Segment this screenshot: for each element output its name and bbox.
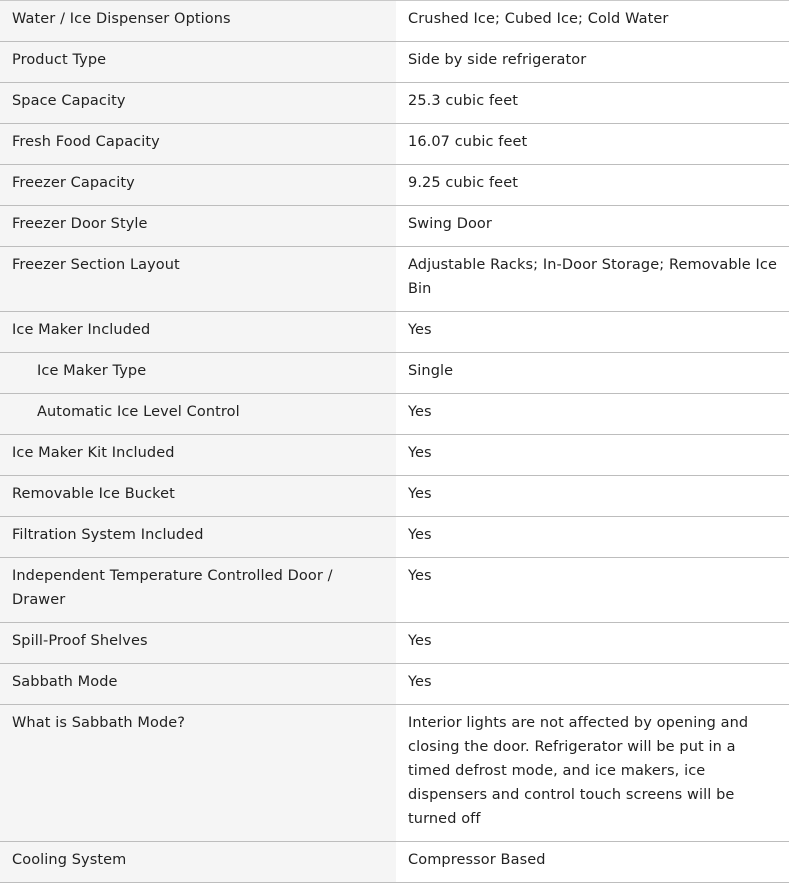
spec-label: Cooling System: [0, 842, 396, 883]
table-row: [0, 124, 789, 165]
spec-value: Yes: [396, 394, 789, 435]
spec-label: Filtration System Included: [0, 517, 396, 558]
spec-value: Interior lights are not affected by opening and closing the door. Refrigerator will be put in a timed defrost mode, and ice makers, ice dispensers and control touch screens will be turned off: [396, 705, 789, 842]
spec-value: 25.3 cubic feet: [396, 83, 789, 124]
spec-label: Ice Maker Kit Included: [0, 435, 396, 476]
table-row: [0, 558, 789, 623]
spec-label: Product Type: [0, 42, 396, 83]
spec-label: Freezer Capacity: [0, 165, 396, 206]
spec-sublabel: Ice Maker Type: [0, 353, 396, 394]
spec-value: Yes: [396, 312, 789, 353]
spec-label: Independent Temperature Controlled Door / Drawer: [0, 558, 396, 623]
spec-value: Yes: [396, 558, 789, 623]
spec-label: Water / Ice Dispenser Options: [0, 1, 396, 42]
spec-value: 9.25 cubic feet: [396, 165, 789, 206]
table-row: [0, 664, 789, 705]
spec-label: Freezer Door Style: [0, 206, 396, 247]
spec-label: Sabbath Mode: [0, 664, 396, 705]
spec-value: Yes: [396, 476, 789, 517]
table-row: [0, 353, 789, 394]
spec-value: 16.07 cubic feet: [396, 124, 789, 165]
spec-value: Adjustable Racks; In-Door Storage; Removable Ice Bin: [396, 247, 789, 312]
table-row: [0, 83, 789, 124]
spec-label: Ice Maker Included: [0, 312, 396, 353]
spec-sublabel: Automatic Ice Level Control: [0, 394, 396, 435]
table-row: [0, 247, 789, 312]
table-row: [0, 1, 789, 42]
table-row: [0, 206, 789, 247]
spec-value: Swing Door: [396, 206, 789, 247]
spec-value: Yes: [396, 623, 789, 664]
spec-value: Single: [396, 353, 789, 394]
spec-label: Space Capacity: [0, 83, 396, 124]
spec-label: What is Sabbath Mode?: [0, 705, 396, 842]
spec-value: Compressor Based: [396, 842, 789, 883]
table-row: [0, 435, 789, 476]
table-row: [0, 312, 789, 353]
table-row: [0, 42, 789, 83]
table-row: [0, 705, 789, 842]
spec-value: Crushed Ice; Cubed Ice; Cold Water: [396, 1, 789, 42]
table-row: [0, 394, 789, 435]
spec-value: Side by side refrigerator: [396, 42, 789, 83]
spec-label: Fresh Food Capacity: [0, 124, 396, 165]
spec-label: Removable Ice Bucket: [0, 476, 396, 517]
spec-label: Freezer Section Layout: [0, 247, 396, 312]
table-row: [0, 165, 789, 206]
table-row: [0, 623, 789, 664]
spec-value: Yes: [396, 517, 789, 558]
spec-value: Yes: [396, 435, 789, 476]
spec-label: Spill-Proof Shelves: [0, 623, 396, 664]
spec-value: Yes: [396, 664, 789, 705]
table-row: [0, 842, 789, 883]
table-row: [0, 517, 789, 558]
specifications-table-body: [0, 1, 789, 883]
table-row: [0, 476, 789, 517]
